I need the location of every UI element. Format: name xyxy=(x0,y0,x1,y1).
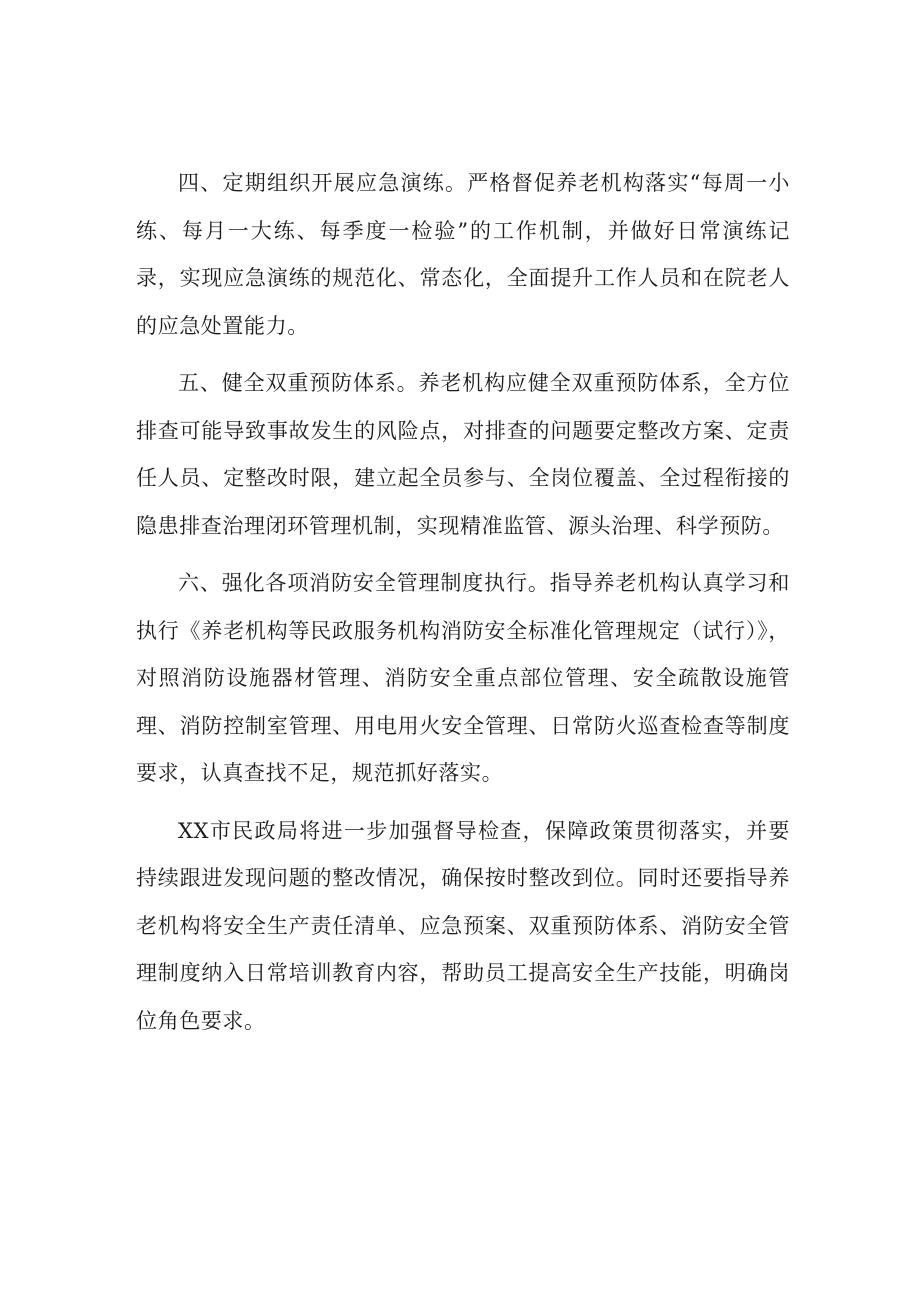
document-body xyxy=(136,160,790,1055)
paragraph-fire-safety: 六、强化各项消防安全管理制度执行。指导养老机构认真学习和执行《养老机构等民政服务机构消防安全标准化管理规定（试行）》，对照消防设施器材管理、消防安全重点部位管理、安全疏散设施管理、消防控制室管理、用电用火安全管理、日常防火巡查检查等制度要求，认真查找不足，规范抓好落实。 xyxy=(136,571,790,785)
paragraph-supervision: XX市民政局将进一步加强督导检查，保障政策贯彻落实，并要持续跟进发现问题的整改情况，确保按时整改到位。同时还要指导养老机构将安全生产责任清单、应急预案、双重预防体系、消防安全管理制度纳入日常培训教育内容，帮助员工提高安全生产技能，明确岗位角色要求。 xyxy=(136,818,790,1033)
paragraph-dual-prevention: 五、健全双重预防体系。养老机构应健全双重预防体系，全方位排查可能导致事故发生的风险点，对排查的问题要定整改方案、定责任人员、定整改时限，建立起全员参与、全岗位覆盖、全过程衔接的隐患排查治理闭环管理机制，实现精准监管、源头治理、科学预防。 xyxy=(136,371,790,538)
paragraph-emergency-drills: 四、定期组织开展应急演练。严格督促养老机构落实“每周一小练、每月一大练、每季度一检验”的工作机制，并做好日常演练记录，实现应急演练的规范化、常态化，全面提升工作人员和在院老人的应急处置能力。 xyxy=(136,171,790,338)
